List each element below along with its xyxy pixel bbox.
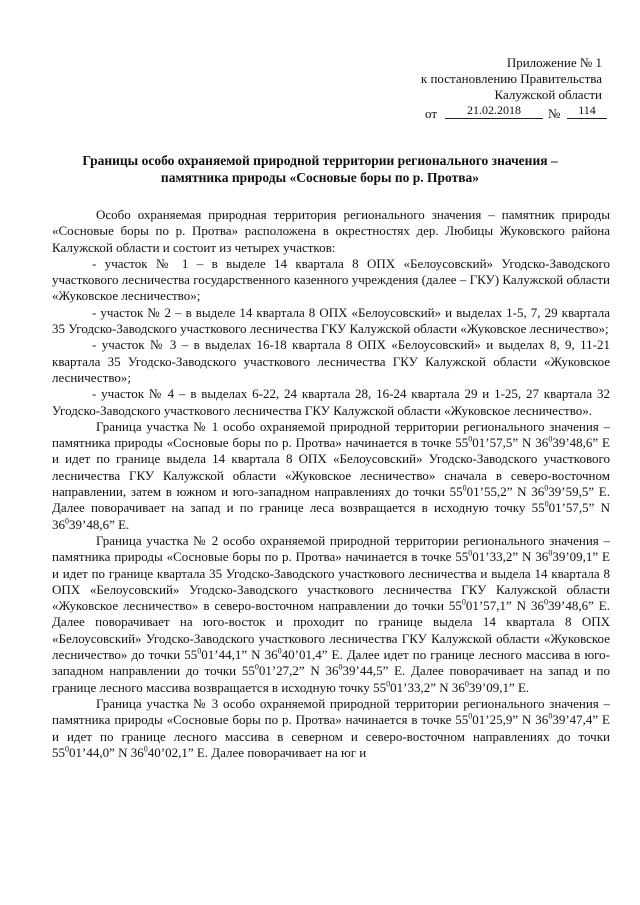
list-item: - участок № 4 – в выделах 6-22, 24 квартала 28, 16-24 квартала 29 и 1-25, 27 квартала 32 Угодско-Заводского участкового лесничества ГКУ Калужской области «Жуковское лесничество».	[52, 386, 610, 418]
appendix-line-1: Приложение № 1	[506, 55, 602, 70]
appendix-line-2: к постановлению Правительства	[420, 71, 602, 86]
intro-paragraph: Особо охраняемая природная территория регионального значения – памятник природы «Сосновые боры по р. Протва» расположена в окрестностях дер. Любицы Жуковского района Калужской области и состоит из четырех участков:	[52, 207, 610, 255]
title-line-1: Границы особо охраняемой природной территории регионального значения –	[82, 153, 558, 168]
appendix-line-3: Калужской области	[494, 87, 602, 102]
document-title	[40, 152, 600, 186]
list-item: - участок № 1 – в выделе 14 квартала 8 ОПХ «Белоусовский» Угодско-Заводского участкового лесничества государственного казенного учреждения (далее – ГКУ) Калужской области «Жуковское лесничество»;	[52, 255, 610, 304]
appendix-header	[372, 55, 602, 103]
title-line-2: памятника природы «Сосновые боры по р. Протва»	[160, 170, 480, 185]
boundary-1-paragraph: Граница участка № 1 особо охраняемой природной территории регионального значения – памятника природы «Сосновые боры по р. Протва» начинается в точке $55^001’57,5$” N $36^039’48,6$” E и идет по границе выдела 14 квартала 8 ОПХ «Белоусовский» Угодско-Заводского участкового лесничества ГКУ Калужской области «Жуковское лесничество» сначала в северо-восточном направлении, затем в южном и юго-западном направлениях до точки $55^001’55,2$” N $36^039’59,5$” E. Далее поворачивает на запад и по границе леса возвращается в исходную точку $55^001’57,5$” N $36^039’48,6$” E.	[52, 418, 611, 532]
resolution-date: 21.02.2018	[445, 103, 543, 119]
list-item: - участок № 3 – в выделах 16-18 квартала 8 ОПХ «Белоусовский» и выделах 8, 9, 11-21 квартала 35 Угодско-Заводского участкового лесничества ГКУ Калужской области «Жуковское лесничество»;	[52, 337, 610, 385]
boundary-3-paragraph: Граница участка № 3 особо охраняемой природной территории регионального значения – памятника природы «Сосновые боры по р. Протва» начинается в точке $55^001’25,9$” N $36^039’47,4$” E и идет по границе лесного массива в северном и северо-восточном направлениях до точки $55^001’44,0$” N $36^040’02,1$” E. Далее поворачивает на юг и	[52, 695, 611, 760]
resolution-number: 114	[567, 103, 607, 119]
date-prefix: от	[425, 106, 438, 121]
number-prefix: №	[548, 106, 561, 121]
list-item: - участок № 2 – в выделе 14 квартала 8 ОПХ «Белоусовский» и выделах 1-5, 7, 29 квартала 35 Угодско-Заводского участкового лесничества ГКУ Калужской области «Жуковское лесничество»;	[52, 304, 610, 337]
resolution-date-line	[425, 103, 605, 121]
boundary-2-paragraph: Граница участка № 2 особо охраняемой природной территории регионального значения – памятника природы «Сосновые боры по р. Протва» начинается в точке $55^001’33,2$” N $36^039’09,1$” E и идет по границе квартала 35 Угодско-Заводского участкового лесничества и выдела 14 квартала 8 ОПХ «Белоусовский» Угодско-Заводского участкового лесничества ГКУ Калужской области «Жуковское лесничество» в северо-восточном направлении до точки $55^001’57,1$” N $36^039’48,6$” E. Далее поворачивает на юго-восток и проходит по границе выдела 14 квартала 8 ОПХ «Белоусовский» Угодско-Заводского участкового лесничества ГКУ Калужской области «Жуковское лесничество» до точки $55^001’44,1$” N $36^040’01,4$” E. Далее идет по границе лесного массива в юго-западном направлении до точки $55^001’27,2$” N $36^039’44,5$” E. Далее поворачивает на запад и по границе лесного массива возвращается в исходную точку $55^001’33,2$” N $36^039’09,1$” E.	[52, 532, 611, 695]
document-body	[52, 207, 610, 761]
